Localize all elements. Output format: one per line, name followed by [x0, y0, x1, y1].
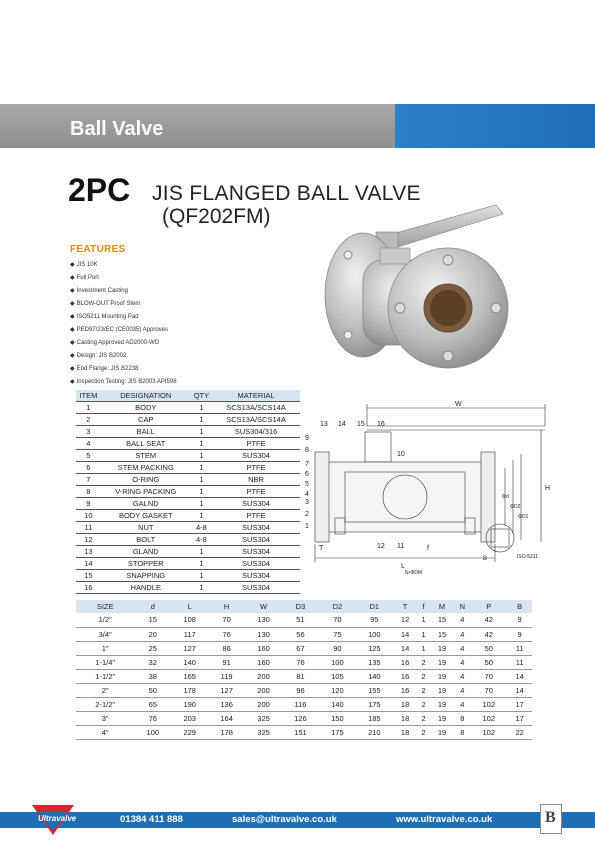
diagram-callout: 10	[397, 451, 405, 458]
diagram-callout: 9	[305, 435, 309, 442]
valve-product-image	[318, 200, 538, 380]
table-cell: SNAPPING	[101, 569, 191, 581]
table-cell: 56	[282, 627, 319, 641]
table-cell: 178	[171, 683, 208, 697]
table-cell: 1-1/4"	[76, 655, 134, 669]
table-cell: 100	[134, 725, 171, 739]
diagram-callout: 14	[338, 421, 346, 428]
table-cell: 200	[245, 669, 282, 683]
feature-item: ◆ Investment Casting	[70, 285, 177, 298]
table-cell: 42	[470, 627, 507, 641]
table-cell: 67	[282, 641, 319, 655]
table-cell: 42	[470, 613, 507, 627]
table-cell: 3	[76, 425, 101, 437]
table-cell: 51	[282, 613, 319, 627]
table-cell: 16	[393, 683, 418, 697]
table-cell: 65	[134, 697, 171, 711]
section-title: Ball Valve	[70, 118, 164, 140]
table-row	[76, 485, 300, 497]
table-cell: 22	[507, 725, 532, 739]
table-cell: SUS304	[212, 557, 300, 569]
table-row	[76, 545, 300, 557]
table-cell: 3/4"	[76, 627, 134, 641]
dimensions-header-cell: L	[171, 600, 208, 613]
table-cell: SUS304	[212, 449, 300, 461]
table-cell: BALL	[101, 425, 191, 437]
footer-bar	[0, 812, 595, 828]
table-cell: 2	[417, 711, 429, 725]
parts-header-cell: MATERIAL	[212, 390, 300, 401]
table-cell: 18	[393, 697, 418, 711]
dimensions-header-row	[76, 600, 532, 613]
dim-label-d1: ΦD1	[518, 514, 529, 520]
table-cell: 164	[208, 711, 245, 725]
table-cell: 5	[76, 449, 101, 461]
table-cell: 203	[171, 711, 208, 725]
table-cell: 1	[191, 569, 212, 581]
table-row	[76, 683, 532, 697]
diagram-callout: 8	[305, 447, 309, 454]
table-cell: SUS304	[212, 533, 300, 545]
dimensions-header-cell: d	[134, 600, 171, 613]
table-cell: 9	[507, 613, 532, 627]
table-cell: 229	[171, 725, 208, 739]
table-row	[76, 461, 300, 473]
table-cell: NBR	[212, 473, 300, 485]
table-cell: 130	[245, 613, 282, 627]
table-cell: O-RING	[101, 473, 191, 485]
table-row	[76, 521, 300, 533]
table-cell: 126	[282, 711, 319, 725]
dim-label-h: H	[545, 485, 551, 492]
table-cell: 4	[454, 697, 470, 711]
table-cell: STEM PACKING	[101, 461, 191, 473]
dimensions-header-cell: M	[430, 600, 455, 613]
table-cell: 1	[191, 401, 212, 413]
table-cell: 91	[208, 655, 245, 669]
table-cell: 185	[356, 711, 393, 725]
table-cell: PTFE	[212, 485, 300, 497]
product-title: JIS FLANGED BALL VALVE	[152, 182, 421, 205]
table-cell: 1	[191, 545, 212, 557]
table-cell: 135	[356, 655, 393, 669]
table-row	[76, 669, 532, 683]
table-cell: STOPPER	[101, 557, 191, 569]
table-cell: 160	[245, 641, 282, 655]
diagram-callout: 6	[305, 471, 309, 478]
feature-item: ◆ Design: JIS B2002	[70, 350, 177, 363]
table-cell: 19	[430, 711, 455, 725]
table-cell: 90	[319, 641, 356, 655]
table-row	[76, 449, 300, 461]
dim-label-f: f	[427, 545, 429, 552]
table-row	[76, 437, 300, 449]
table-cell: 140	[319, 697, 356, 711]
table-cell: 1"	[76, 641, 134, 655]
table-cell: 151	[282, 725, 319, 739]
table-cell: 4"	[76, 725, 134, 739]
table-row	[76, 533, 300, 545]
table-row	[76, 425, 300, 437]
table-cell: 13	[76, 545, 101, 557]
table-cell: 19	[430, 725, 455, 739]
table-cell: 15	[76, 569, 101, 581]
table-cell: 150	[319, 711, 356, 725]
features-list	[70, 259, 177, 389]
table-cell: 127	[208, 683, 245, 697]
parts-header-cell: DESIGNATION	[101, 390, 191, 401]
table-cell: 325	[245, 725, 282, 739]
table-cell: 70	[470, 669, 507, 683]
table-cell: 116	[282, 697, 319, 711]
diagram-callout: 3	[305, 499, 309, 506]
table-cell: BODY GASKET	[101, 509, 191, 521]
table-cell: BOLT	[101, 533, 191, 545]
table-cell: 70	[208, 613, 245, 627]
table-cell: 2	[417, 697, 429, 711]
table-cell: 20	[134, 627, 171, 641]
dimensions-header-cell: W	[245, 600, 282, 613]
table-cell: 200	[245, 697, 282, 711]
table-cell: 2	[417, 683, 429, 697]
table-cell: 1	[191, 581, 212, 593]
table-cell: 18	[393, 725, 418, 739]
dim-label-d: Φd	[502, 494, 509, 500]
table-cell: 9	[76, 497, 101, 509]
table-cell: 130	[245, 627, 282, 641]
table-cell: 38	[134, 669, 171, 683]
dimensions-header-cell: f	[417, 600, 429, 613]
table-cell: 102	[470, 711, 507, 725]
table-cell: 2	[417, 669, 429, 683]
table-cell: 50	[470, 655, 507, 669]
table-cell: SUS304	[212, 521, 300, 533]
dim-label-l: L	[401, 563, 405, 570]
table-cell: SCS13A/SCS14A	[212, 413, 300, 425]
table-row	[76, 497, 300, 509]
table-cell: GALND	[101, 497, 191, 509]
table-cell: 1	[191, 497, 212, 509]
table-cell: 119	[208, 669, 245, 683]
table-cell: 19	[430, 697, 455, 711]
table-cell: 108	[171, 613, 208, 627]
table-cell: 14	[393, 641, 418, 655]
table-row	[76, 401, 300, 413]
footer-phone: 01384 411 888	[120, 814, 183, 825]
table-cell: 2-1/2"	[76, 697, 134, 711]
table-cell: 1	[76, 401, 101, 413]
table-cell: 14	[507, 669, 532, 683]
table-cell: 1	[191, 449, 212, 461]
table-cell: 1	[191, 473, 212, 485]
table-cell: 96	[282, 683, 319, 697]
table-cell: 4-8	[191, 533, 212, 545]
table-cell: 1	[417, 641, 429, 655]
logo-text: Ultravalve	[38, 814, 77, 823]
features-heading: FEATURES	[70, 244, 126, 255]
table-cell: SCS13A/SCS14A	[212, 401, 300, 413]
parts-header-cell: QTY	[191, 390, 212, 401]
table-cell: 117	[171, 627, 208, 641]
table-cell: 15	[430, 627, 455, 641]
product-title-bold: 2PC	[68, 172, 131, 208]
badge-letter: B	[545, 809, 556, 826]
table-cell: BODY	[101, 401, 191, 413]
table-cell: 1	[191, 437, 212, 449]
table-row	[76, 509, 300, 521]
table-cell: 1	[191, 413, 212, 425]
table-cell: 12	[76, 533, 101, 545]
table-cell: 81	[282, 669, 319, 683]
table-cell: 17	[507, 697, 532, 711]
table-cell: NUT	[101, 521, 191, 533]
table-cell: HANDLE	[101, 581, 191, 593]
table-cell: 15	[134, 613, 171, 627]
table-cell: 1	[191, 461, 212, 473]
product-model: (QF202FM)	[162, 205, 271, 228]
table-cell: 19	[430, 655, 455, 669]
dim-label-b: B	[483, 556, 488, 562]
table-cell: GLAND	[101, 545, 191, 557]
table-cell: 325	[245, 711, 282, 725]
table-cell: 2	[417, 725, 429, 739]
table-cell: 175	[319, 725, 356, 739]
table-cell: SUS304	[212, 545, 300, 557]
table-cell: 4-8	[191, 521, 212, 533]
table-cell: 70	[470, 683, 507, 697]
certification-badge	[540, 804, 562, 834]
feature-item: ◆ BLOW-OUT Proof Stem	[70, 298, 177, 311]
table-cell: 1/2"	[76, 613, 134, 627]
table-row	[76, 557, 300, 569]
table-row	[76, 627, 532, 641]
dimensions-header-cell: P	[470, 600, 507, 613]
table-row	[76, 569, 300, 581]
table-cell: 100	[319, 655, 356, 669]
table-cell: 19	[430, 641, 455, 655]
table-cell: 4	[454, 627, 470, 641]
table-cell: 210	[356, 725, 393, 739]
table-cell: 102	[470, 725, 507, 739]
table-cell: PTFE	[212, 437, 300, 449]
table-cell: 14	[76, 557, 101, 569]
table-cell: 2	[417, 655, 429, 669]
feature-item: ◆ ISO5211 Mounting Pad	[70, 311, 177, 324]
diagram-callout: 4	[305, 491, 309, 498]
table-cell: 16	[393, 655, 418, 669]
table-cell: 8	[76, 485, 101, 497]
table-cell: 76	[208, 627, 245, 641]
table-cell: V-RING PACKING	[101, 485, 191, 497]
table-cell: 4	[454, 655, 470, 669]
table-cell: 160	[245, 655, 282, 669]
table-cell: 1	[191, 425, 212, 437]
diagram-callout: 13	[320, 421, 328, 428]
section-banner	[0, 104, 595, 148]
table-cell: 175	[356, 697, 393, 711]
table-cell: 102	[470, 697, 507, 711]
table-cell: PTFE	[212, 509, 300, 521]
parts-table-body	[76, 401, 300, 593]
table-cell: 14	[507, 683, 532, 697]
table-row	[76, 641, 532, 655]
table-cell: 25	[134, 641, 171, 655]
table-cell: 16	[393, 669, 418, 683]
table-row	[76, 581, 300, 593]
table-cell: 178	[208, 725, 245, 739]
table-cell: SUS304	[212, 581, 300, 593]
table-cell: 9	[507, 627, 532, 641]
dimensions-header-cell: B	[507, 600, 532, 613]
table-cell: 100	[356, 627, 393, 641]
table-cell: 11	[507, 655, 532, 669]
table-cell: 6	[76, 461, 101, 473]
table-cell: 8	[454, 725, 470, 739]
table-cell: 86	[208, 641, 245, 655]
table-cell: 14	[393, 627, 418, 641]
diagram-callout: 1	[305, 523, 309, 530]
table-cell: SUS304	[212, 569, 300, 581]
dim-label-iso: ISO-5211	[517, 554, 539, 560]
diagram-callout: 2	[305, 511, 309, 518]
diagram-callout: 7	[305, 461, 309, 468]
table-cell: 140	[171, 655, 208, 669]
table-cell: 155	[356, 683, 393, 697]
table-cell: 2"	[76, 683, 134, 697]
table-cell: 16	[76, 581, 101, 593]
table-cell: 7	[76, 473, 101, 485]
table-cell: 8	[454, 711, 470, 725]
feature-item: ◆ Inspection Testing: JIS B2003 API598	[70, 376, 177, 389]
feature-item: ◆ Casting Approved AD2000-WO	[70, 337, 177, 350]
feature-item: ◆ Full Port	[70, 272, 177, 285]
table-row	[76, 473, 300, 485]
table-cell: 120	[319, 683, 356, 697]
table-row	[76, 711, 532, 725]
table-row	[76, 613, 532, 627]
diagram-callout: 11	[397, 543, 405, 550]
table-cell: 32	[134, 655, 171, 669]
diagram-callout: 15	[357, 421, 365, 428]
table-row	[76, 697, 532, 711]
table-cell: 19	[430, 683, 455, 697]
table-cell: 17	[507, 711, 532, 725]
table-cell: 50	[134, 683, 171, 697]
dimensions-header-cell: H	[208, 600, 245, 613]
table-cell: 4	[76, 437, 101, 449]
table-cell: 76	[282, 655, 319, 669]
table-cell: 75	[319, 627, 356, 641]
dim-label-d2: ΦD2	[510, 504, 521, 510]
table-cell: BALL SEAT	[101, 437, 191, 449]
parts-table	[76, 390, 300, 594]
table-cell: 1	[191, 509, 212, 521]
table-cell: SUS304/316	[212, 425, 300, 437]
table-cell: CAP	[101, 413, 191, 425]
table-cell: 18	[393, 711, 418, 725]
dimensions-table	[76, 600, 532, 740]
table-cell: 50	[470, 641, 507, 655]
table-row	[76, 725, 532, 739]
dim-label-w: W	[455, 401, 462, 408]
dimensions-header-cell: D2	[319, 600, 356, 613]
table-cell: 136	[208, 697, 245, 711]
dimensions-header-cell: SIZE	[76, 600, 134, 613]
dimensions-header-cell: N	[454, 600, 470, 613]
parts-header-cell: ITEM	[76, 390, 101, 401]
feature-item: ◆ PED97/23/EC (CE0035) Approves	[70, 324, 177, 337]
table-cell: 1	[191, 485, 212, 497]
diagram-callout: 12	[377, 543, 385, 550]
table-cell: SUS304	[212, 497, 300, 509]
table-cell: 1	[417, 613, 429, 627]
diagram-callout: 5	[305, 481, 309, 488]
footer-website[interactable]: www.ultravalve.co.uk	[396, 814, 493, 825]
table-cell: STEM	[101, 449, 191, 461]
table-cell: 76	[134, 711, 171, 725]
table-cell: 15	[430, 613, 455, 627]
banner-blue-block	[395, 104, 595, 148]
table-cell: 165	[171, 669, 208, 683]
table-cell: 190	[171, 697, 208, 711]
table-cell: 95	[356, 613, 393, 627]
table-cell: 4	[454, 613, 470, 627]
table-cell: 1-1/2"	[76, 669, 134, 683]
table-cell: 127	[171, 641, 208, 655]
technical-drawing	[305, 398, 560, 578]
table-cell: 70	[319, 613, 356, 627]
table-cell: 12	[393, 613, 418, 627]
table-cell: 1	[191, 557, 212, 569]
table-cell: 1	[417, 627, 429, 641]
table-cell: 140	[356, 669, 393, 683]
table-cell: 2	[76, 413, 101, 425]
table-cell: 4	[454, 683, 470, 697]
table-row	[76, 413, 300, 425]
table-cell: 4	[454, 641, 470, 655]
dimensions-header-cell: D1	[356, 600, 393, 613]
dimensions-header-cell: T	[393, 600, 418, 613]
table-cell: 19	[430, 669, 455, 683]
feature-item: ◆ JIS 10K	[70, 259, 177, 272]
table-cell: 125	[356, 641, 393, 655]
footer-email[interactable]: sales@ultravalve.co.uk	[232, 814, 337, 825]
table-cell: 11	[76, 521, 101, 533]
dim-label-bolts: N-ΦDM	[405, 570, 423, 576]
dim-label-t: T	[319, 545, 324, 552]
diagram-callout: 16	[377, 421, 385, 428]
dimensions-header-cell: D3	[282, 600, 319, 613]
table-cell: 105	[319, 669, 356, 683]
table-cell: 10	[76, 509, 101, 521]
table-cell: 11	[507, 641, 532, 655]
table-cell: 200	[245, 683, 282, 697]
dimensions-table-body	[76, 613, 532, 739]
table-row	[76, 655, 532, 669]
table-cell: 3"	[76, 711, 134, 725]
feature-item: ◆ End Flange: JIS B2238	[70, 363, 177, 376]
table-cell: 4	[454, 669, 470, 683]
table-cell: PTFE	[212, 461, 300, 473]
